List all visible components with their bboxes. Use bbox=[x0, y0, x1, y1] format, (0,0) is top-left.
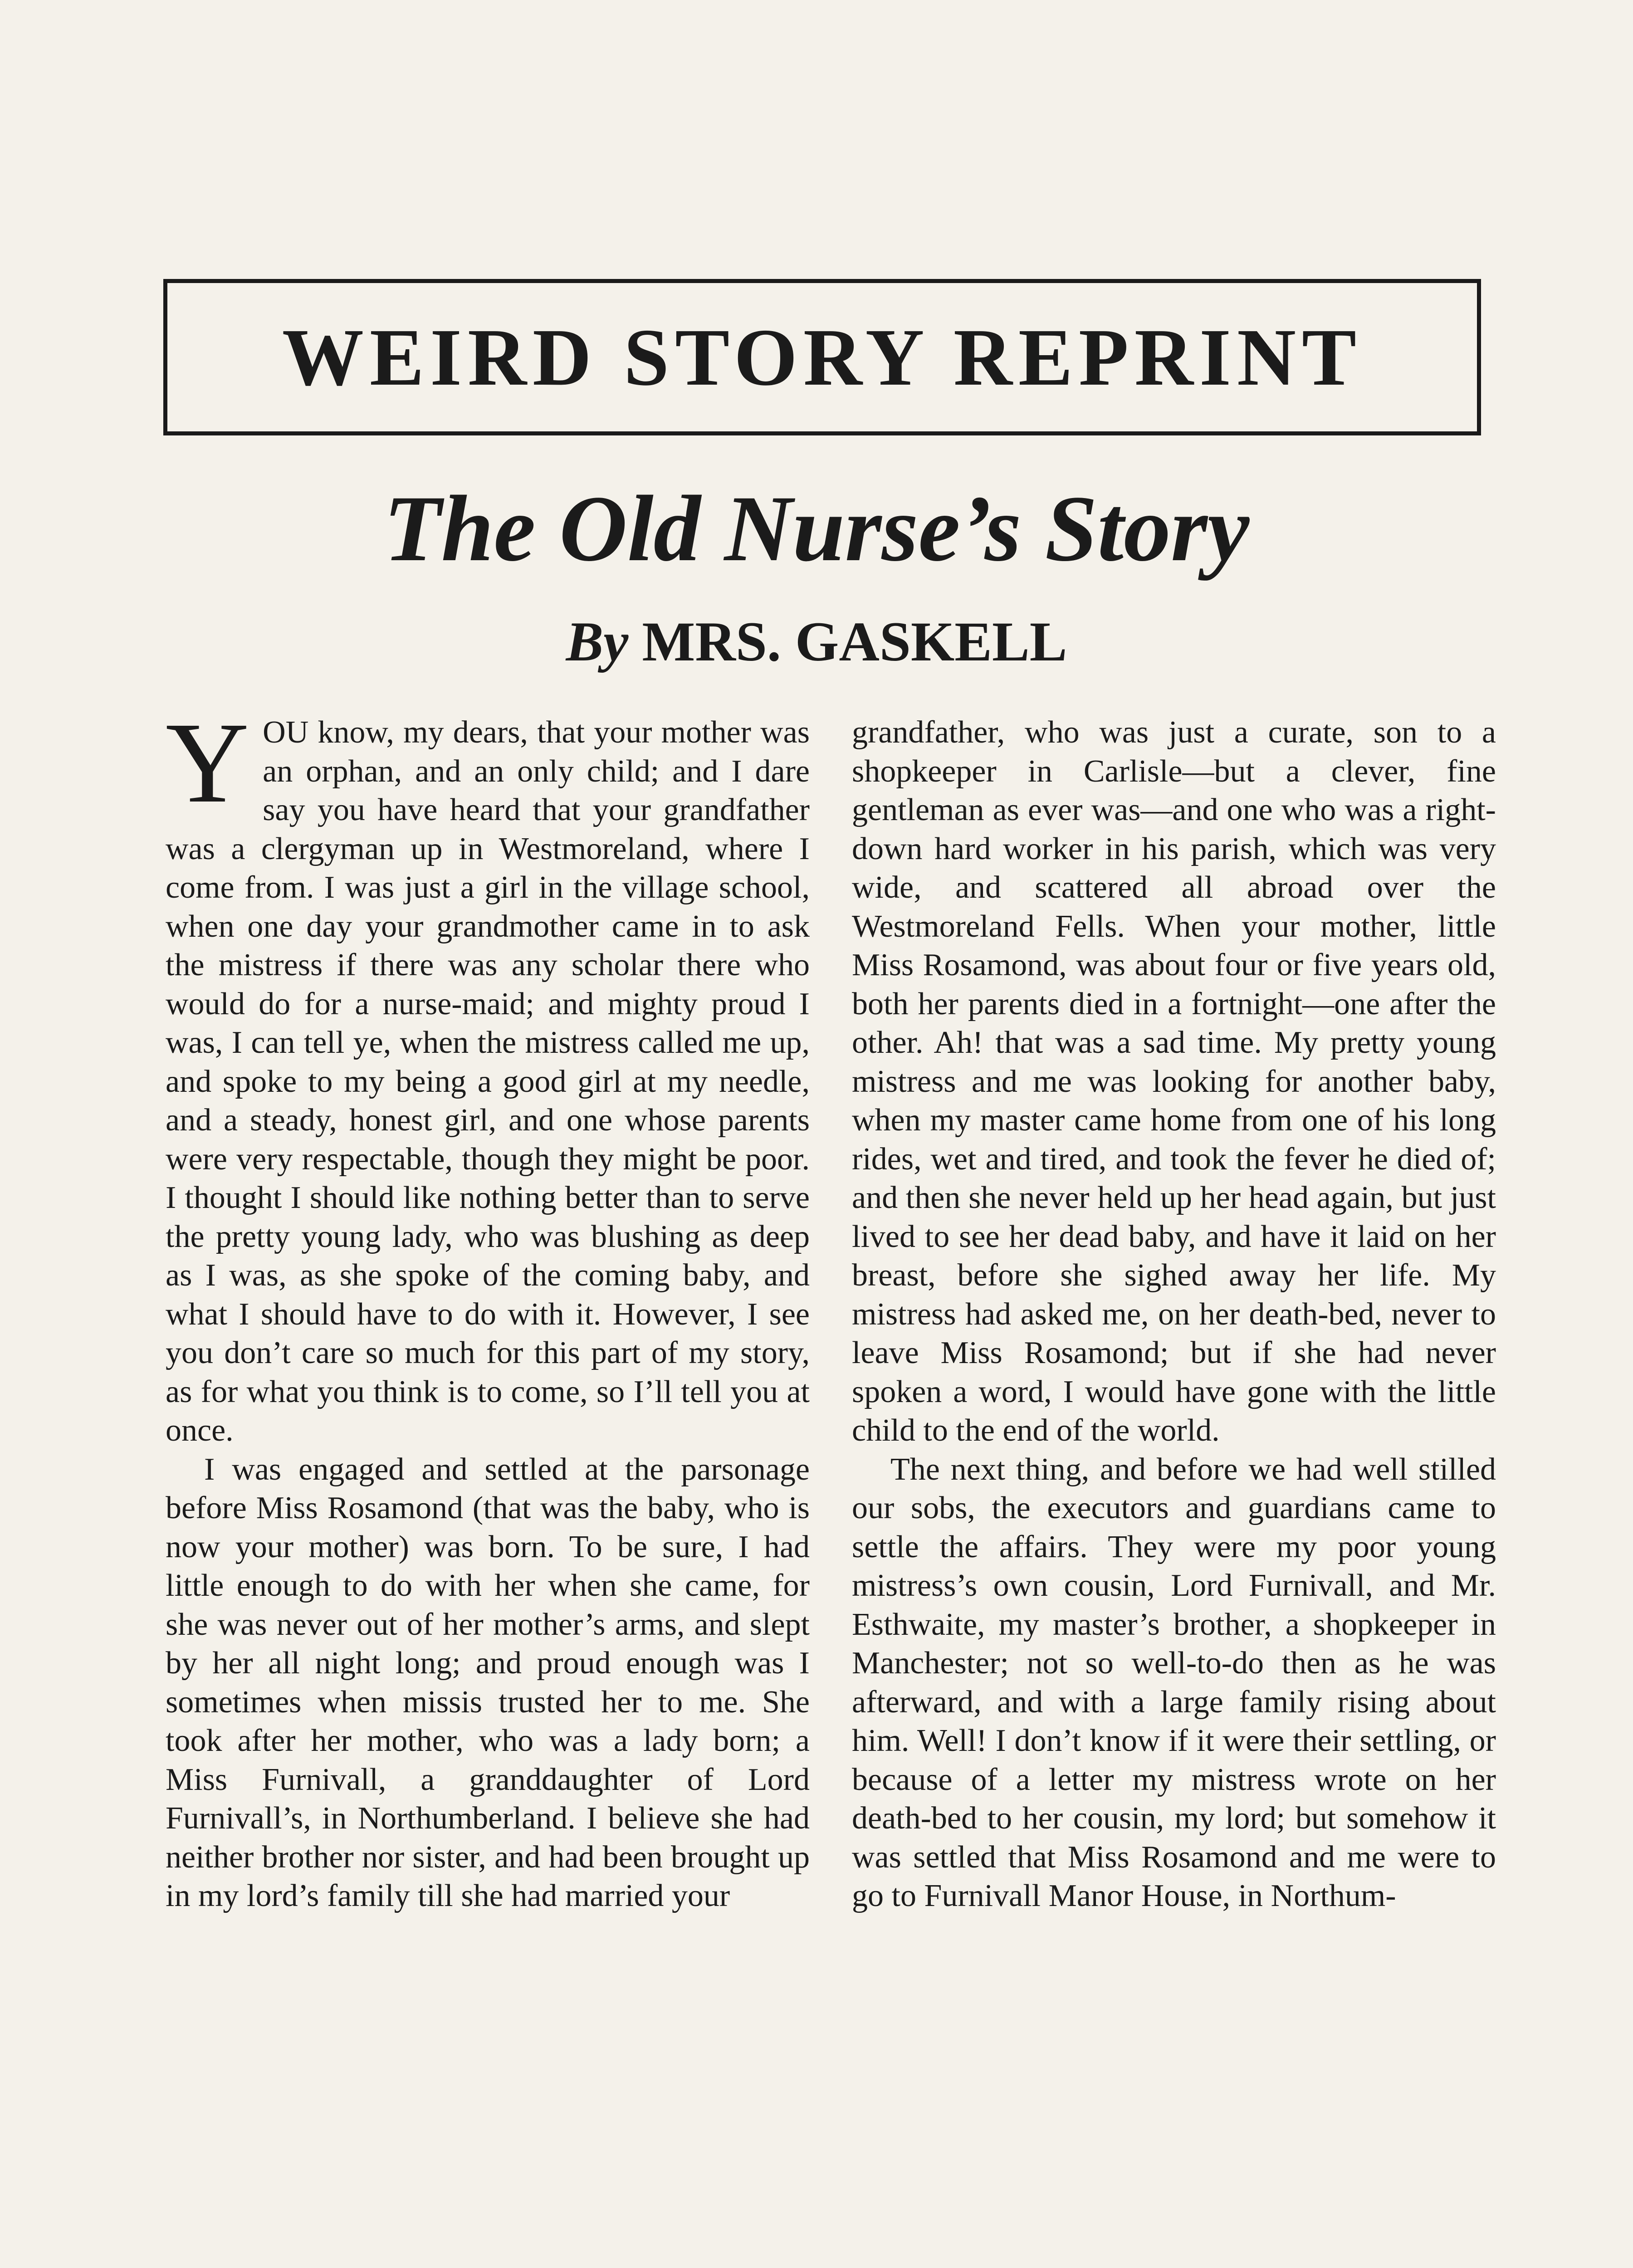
paragraph bbox=[166, 699, 810, 1450]
author-name: MRS. GASKELL bbox=[642, 611, 1067, 673]
paragraph: grandfather, who was just a curate, son to a shopkeeper in Carlisle—but a clever, fine gentleman as ever was—and one who was a right-down hard worker in his parish, which was very wide, and scattered all abroad over the Westmoreland Fells. When your mother, little Miss Rosamond, was about four or five years old, both her parents died in a fortnight—one after the other. Ah! that was a sad time. My pretty young mistress and me was looking for another baby, when my master came home from one of his long rides, wet and tired, and took the fever he died of; and then she never held up her head again, but just lived to see her dead baby, and have it laid on her breast, before she sighed away her life. My mistress had asked me, on her death-bed, never to leave Miss Rosamond; but if she had never spoken a word, I would have gone with the little child to the end of the world. bbox=[852, 715, 1496, 1448]
paragraph: The next thing, and before we had well stilled our sobs, the executors and guardians came to settle the affairs. They were my poor young mistress’s own cousin, Lord Furnivall, and Mr. Esthwaite, my master’s brother, a shopkeeper in Manchester; not so well-to-do then as he was afterward, and with a large family rising about him. Well! I don’t know if it were their settling, or because of a letter my mistress wrote on her death-bed to her cousin, my lord; but somehow it was settled that Miss Rosamond and me were to go to Furnivall Manor House, in Northum- bbox=[852, 1452, 1496, 1913]
paragraph: I was engaged and settled at the parsonage before Miss Rosamond (that was the baby, who is now your mother) was born. To be sure, I had little enough to do with her when she came, for she was never out of her mother’s arms, and slept by her all night long; and proud enough was I sometimes when missis trusted her to me. She took after her mother, who was a lady born; a Miss Furnivall, a granddaughter of Lord Furnivall’s, in Northumberland. I believe she had neither brother nor sister, and had been brought up in my lord’s family till she had married your bbox=[166, 1452, 810, 1913]
right-text-column bbox=[852, 713, 1496, 1916]
left-text-column bbox=[166, 699, 810, 1916]
story-title: The Old Nurse’s Story bbox=[383, 476, 1250, 581]
byline-prefix: By bbox=[566, 611, 629, 673]
section-header-box bbox=[163, 279, 1481, 435]
paragraph-text: OU know, my dears, that your mother was an orphan, and an only child; and I dare say you have heard that your grandfather was a clergyman up in Westmoreland, where I come from. I was just a girl in the village school, when one day your grandmother came in to ask the mistress if there was any scholar there who would do for a nurse-maid; and mighty proud I was, I can tell ye, when the mistress called me up, and spoke to my being a good girl at my needle, and a steady, honest girl, and one whose parents were very respectable, though they might be poor. I thought I should like nothing better than to serve the pretty young lady, who was blushing as deep as I was, as she spoke of the coming baby, and what I should have to do with it. However, I see you don’t care so much for this part of my story, as for what you think is to come, so I’ll tell you at once. bbox=[166, 715, 810, 1448]
section-header-label: WEIRD STORY REPRINT bbox=[282, 312, 1363, 402]
byline bbox=[0, 606, 1633, 678]
drop-cap: Y bbox=[166, 699, 249, 827]
